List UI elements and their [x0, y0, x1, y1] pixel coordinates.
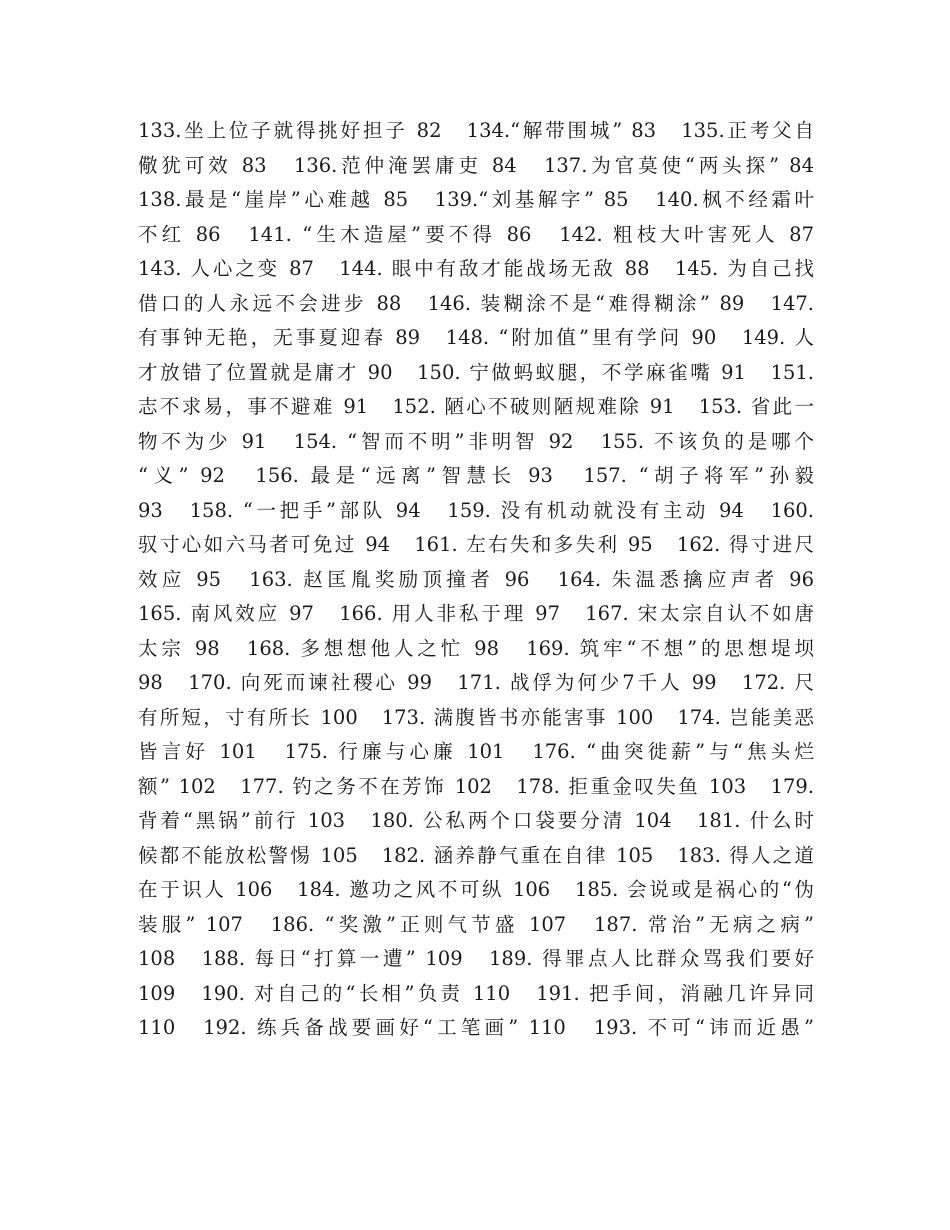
text-line-14: 效应 95 163. 赵匡胤奖励顶撞者 96 164. 朱温悉擒应声者 96 [138, 567, 814, 591]
text-line-15: 165. 南风效应 97 166. 用人非私于理 97 167. 宋太宗自认不如唐 [138, 602, 814, 625]
text-line-24: 装服” 107 186. “奖激”正则气节盛 107 187. 常治”无病之病” [138, 912, 814, 936]
text-line-9: 志不求易，事不避难 91 152. 陋心不破则陋规难除 91 153. 省此一 [138, 395, 814, 418]
text-line-22: 候都不能放松警惕 105 182. 涵养静气重在自律 105 183. 得人之道 [138, 843, 814, 867]
text-line-5: 143. 人心之变 87 144. 眼中有敌才能战场无敌 88 145. 为自己找 [138, 257, 814, 280]
text-line-8: 才放错了位置就是庸才 90 150. 宁做蚂蚁腿，不学麻雀嘴 91 151. [138, 360, 814, 384]
text-line-6: 借口的人永远不会进步 88 146. 装糊涂不是“难得糊涂” 89 147. [138, 291, 814, 315]
text-line-17: 98 170. 向死而谏社稷心 99 171. 战俘为何少7千人 99 172. 尺 [138, 671, 814, 694]
text-line-23: 在于识人 106 184. 邀功之风不可纵 106 185. 会说或是祸心的“伪 [138, 878, 814, 901]
text-line-19: 皆言好 101 175. 行廉与心廉 101 176. “曲突徙薪”与“焦头烂 [138, 740, 814, 763]
text-line-7: 有事钟无艳，无事夏迎春 89 148. “附加值”里有学问 90 149. 人 [138, 326, 814, 349]
text-line-2: 儆犹可效 83 136.范仲淹罢庸吏 84 137.为官莫使“两头探” 84 [138, 153, 814, 177]
text-line-13: 驭寸心如六马者可免过 94 161. 左右失和多失利 95 162. 得寸进尺 [138, 533, 814, 556]
document-page [138, 115, 814, 1075]
text-line-27: 110 192. 练兵备战要画好“工笔画” 110 193. 不可“讳而近愚” [138, 1016, 814, 1039]
text-line-21: 背着“黑锅”前行 103 180. 公私两个口袋要分清 104 181. 什么时 [138, 809, 814, 832]
text-line-10: 物不为少 91 154. “智而不明”非明智 92 155. 不该负的是哪个 [138, 429, 814, 453]
text-line-20: 额” 102 177. 钓之务不在芳饰 102 178. 拒重金叹失鱼 103 179. [138, 774, 814, 798]
text-line-18: 有所短，寸有所长 100 173. 满腹皆书亦能害事 100 174. 岂能美恶 [138, 705, 814, 729]
text-line-3: 138.最是“崖岸”心难越 85 139.“刘基解字” 85 140.枫不经霜叶 [138, 188, 814, 211]
text-line-4: 不红 86 141. “生木造屋”要不得 86 142. 粗枝大叶害死人 87 [138, 222, 814, 246]
text-line-25: 108 188. 每日“打算一遭” 109 189. 得罪点人比群众骂我们要好 [138, 947, 814, 970]
text-line-26: 109 190. 对自己的“长相”负责 110 191. 把手间，消融几许异同 [138, 981, 814, 1005]
text-line-16: 太宗 98 168. 多想想他人之忙 98 169. 筑牢“不想”的思想堤坝 [138, 636, 814, 660]
text-line-11: “义” 92 156. 最是“远离”智慧长 93 157. “胡子将军”孙毅 [138, 464, 814, 487]
text-line-1: 133.坐上位子就得挑好担子 82 134.“解带围城” 83 135.正考父自 [138, 119, 814, 142]
text-line-12: 93 158. “一把手”部队 94 159. 没有机动就没有主动 94 160. [138, 498, 814, 522]
